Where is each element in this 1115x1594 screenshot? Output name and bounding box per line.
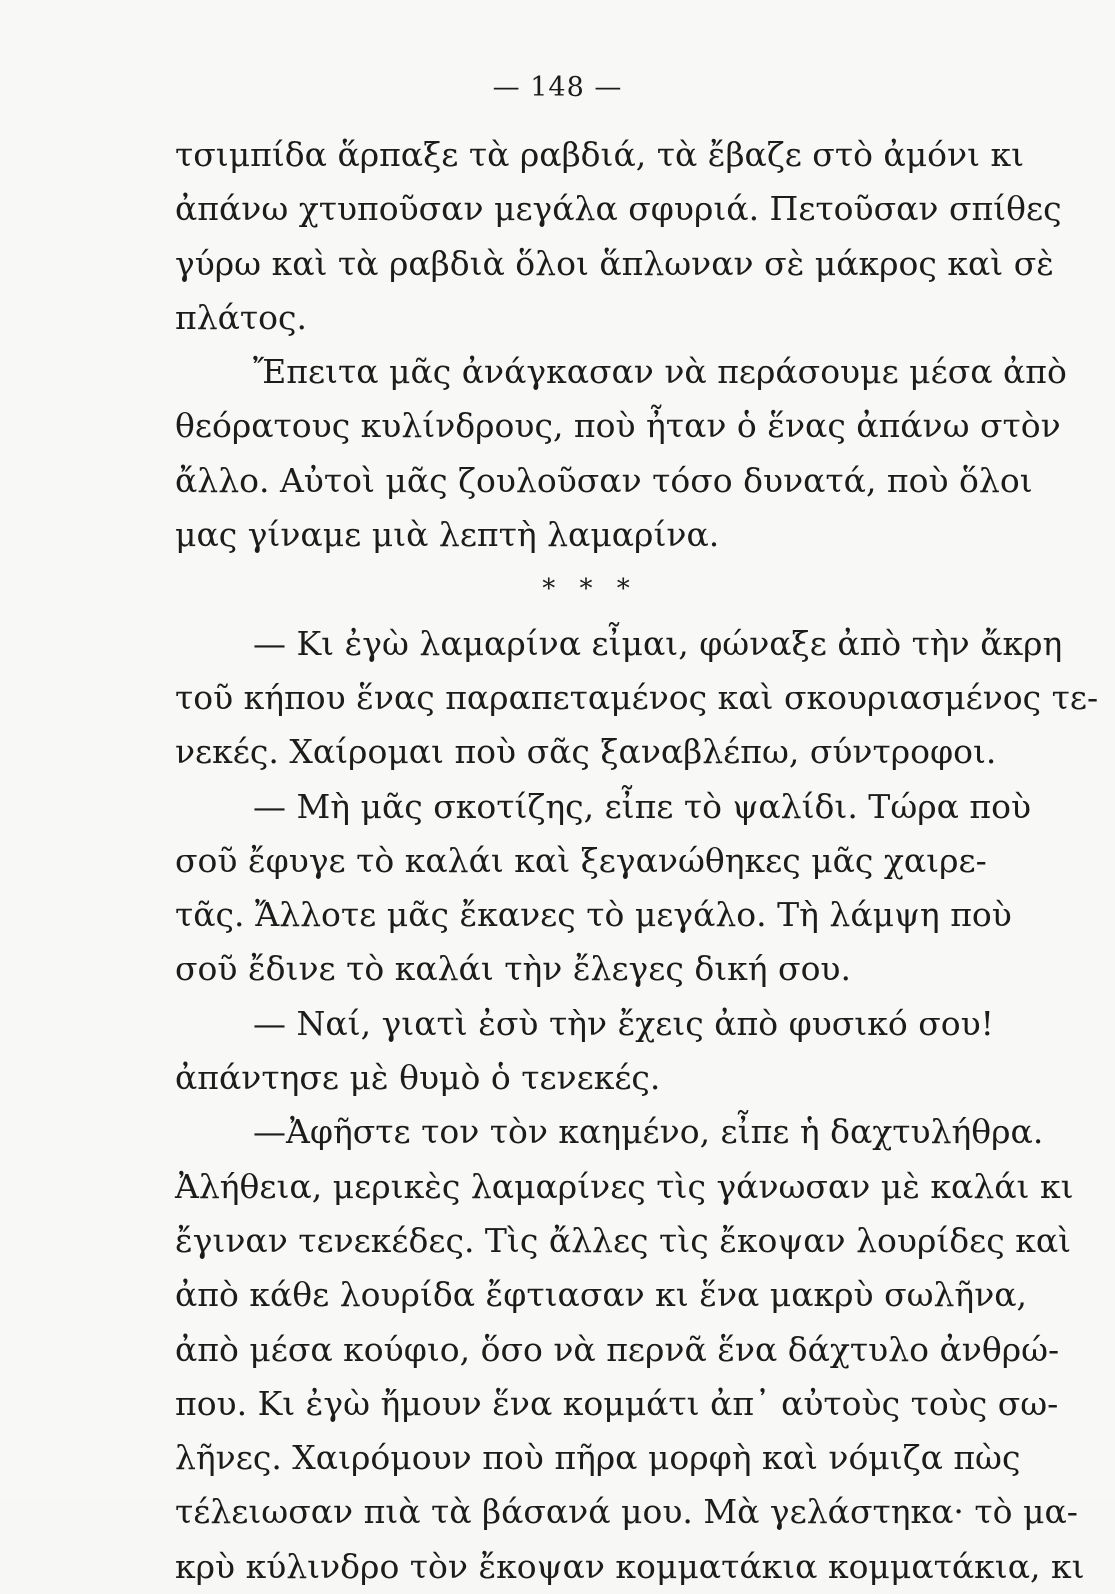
text-line: ἀπάντησε μὲ θυμὸ ὁ τενεκές. — [175, 1058, 661, 1098]
text-line: λῆνες. Χαιρόμουν ποὺ πῆρα μορφὴ καὶ νόμιζα πὼς — [175, 1438, 1021, 1478]
text-line: —Ἀφῆστε τον τὸν καημένο, εἶπε ἡ δαχτυλήθρα. — [253, 1112, 1044, 1152]
text-line: τοῦ κήπου ἕνας παραπεταμένος καὶ σκουριασμένος τε- — [175, 677, 1099, 717]
text-line: τᾶς. Ἄλλοτε μᾶς ἔκανες τὸ μεγάλο. Τὴ λάμψη ποὺ — [175, 895, 1012, 935]
text-line: σοῦ ἔδινε τὸ καλάι τὴν ἔλεγες δική σου. — [175, 949, 851, 989]
text-line: ἀπάνω χτυποῦσαν μεγάλα σφυριά. Πετοῦσαν σπίθες — [175, 189, 1062, 229]
text-line: τέλειωσαν πιὰ τὰ βάσανά μου. Μὰ γελάστηκα· τὸ μα- — [175, 1492, 1078, 1532]
text-line: τσιμπίδα ἅρπαξε τὰ ραβδιά, τὰ ἔβαζε στὸ ἀμόνι κι — [175, 135, 1025, 174]
page-number: — 148 — — [492, 72, 623, 103]
text-line: — Ναί, γιατὶ ἐσὺ τὴν ἔχεις ἀπὸ φυσικό σου! — [253, 1003, 994, 1043]
text-line: που. Κι ἐγὼ ἤμουν ἕνα κομμάτι ἀπ᾽ αὐτοὺς τοὺς σω- — [175, 1383, 1059, 1423]
text-line: ἀπὸ κάθε λουρίδα ἔφτιασαν κι ἕνα μακρὺ σωλῆνα, — [175, 1275, 1028, 1315]
text-line: μας γίναμε μιὰ λεπτὴ λαμαρίνα. — [175, 515, 720, 555]
text-line: κρὺ κύλινδρο τὸν ἔκοψαν κομματάκια κομματάκια, κι — [175, 1546, 1085, 1586]
text-line: ἔγιναν τενεκέδες. Τὶς ἄλλες τὶς ἔκοψαν λουρίδες καὶ — [175, 1220, 1072, 1260]
text-line: θεόρατους κυλίνδρους, ποὺ ἦταν ὁ ἕνας ἀπάνω στὸν — [175, 406, 1061, 446]
text-line: — Μὴ μᾶς σκοτίζης, εἶπε τὸ ψαλίδι. Τώρα ποὺ — [253, 786, 1032, 826]
text-line: ἄλλο. Αὐτοὶ μᾶς ζουλοῦσαν τόσο δυνατά, ποὺ ὅλοι — [175, 460, 1033, 500]
text-line: σοῦ ἔφυγε τὸ καλάι καὶ ξεγανώθηκες μᾶς χαιρε- — [175, 840, 987, 880]
text-line: γύρω καὶ τὰ ραβδιὰ ὅλοι ἅπλωναν σὲ μάκρος καὶ σὲ — [175, 243, 1054, 283]
text-line: πλάτος. — [175, 297, 307, 337]
section-separator: * * * — [542, 574, 638, 605]
body-text — [175, 128, 1099, 1594]
text-line: ἀπὸ μέσα κούφιο, ὅσο νὰ περνᾶ ἕνα δάχτυλο ἀνθρώ- — [175, 1329, 1060, 1369]
text-line: νεκές. Χαίρομαι ποὺ σᾶς ξαναβλέπω, σύντροφοι. — [175, 732, 997, 772]
text-line: Ἔπειτα μᾶς ἀνάγκασαν νὰ περάσουμε μέσα ἀπὸ — [253, 352, 1067, 392]
text-line: — Κι ἐγὼ λαμαρίνα εἶμαι, φώναξε ἀπὸ τὴν ἄκρη — [253, 623, 1063, 663]
text-line: Ἀλήθεια, μερικὲς λαμαρίνες τὶς γάνωσαν μὲ καλάι κι — [175, 1166, 1074, 1206]
